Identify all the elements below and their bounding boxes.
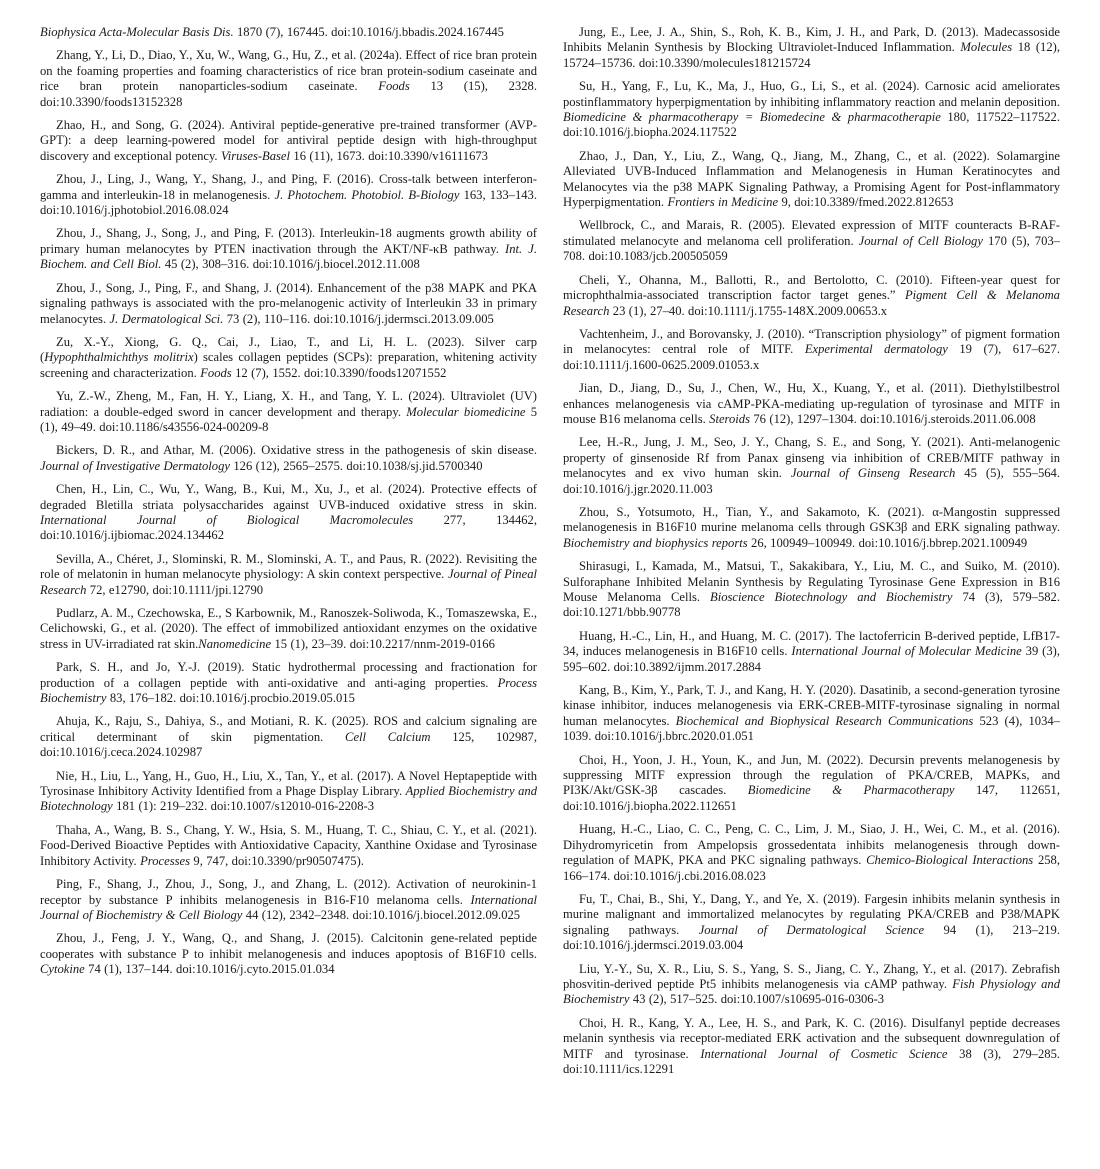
reference-entry — [40, 281, 537, 327]
journal-title: Chemico-Biological Interactions — [866, 853, 1034, 868]
reference-text: Huang, H.-C., Lin, H., and Huang, M. C. (2017). The lactoferricin B-derived peptide, LfB17-34, induces melanogenesis in B16F10 cells. — [563, 628, 1060, 659]
reference-entry — [40, 877, 537, 923]
journal-title: Processes — [140, 853, 190, 868]
reference-text: 73 (2), 110–116. doi:10.1016/j.jdermsci.2013.09.005 — [223, 311, 494, 326]
species-name: Hypophthalmichthys molitrix — [44, 350, 194, 365]
reference-text: 523 (4), 1034–1039. doi:10.1016/j.bbrc.2020.01.051 — [563, 713, 1060, 744]
journal-title: Process Biochemistry — [40, 675, 537, 706]
reference-text: Liu, Y.-Y., Su, X. R., Liu, S. S., Yang, S. S., Jiang, C. Y., Zhang, Y., et al. (2017). Zebrafish phosvitin-derived peptide Pt5 inhibits melanogenesis via cAMP pathway. — [563, 961, 1060, 991]
journal-title: Molecules — [960, 40, 1013, 55]
reference-text: Fu, T., Chai, B., Shi, Y., Dang, Y., and Ye, X. (2019). Fargesin inhibits melanin synthesis in murine malignant and immortalized melanocytes by regulating PKA/CREB and P38/MAPK signaling pathways. — [563, 891, 1060, 937]
reference-entry — [563, 962, 1060, 1008]
reference-entry — [40, 552, 537, 598]
reference-entry — [40, 482, 537, 544]
journal-title: Applied Biochemistry and Biotechnology — [40, 784, 537, 814]
journal-title: J. Dermatological Sci. — [109, 311, 224, 326]
reference-text: 38 (3), 279–285. doi:10.1111/ics.12291 — [563, 1046, 1061, 1076]
reference-entry — [563, 381, 1060, 427]
reference-entry — [40, 25, 537, 40]
journal-title: International Journal of Biological Macromolecules — [40, 512, 414, 527]
reference-text: 83, 176–182. doi:10.1016/j.procbio.2019.05.015 — [106, 691, 355, 706]
journal-title: Biochemical and Biophysical Research Communications — [675, 713, 974, 728]
journal-title: Viruses-Basel — [221, 148, 291, 163]
reference-entry — [563, 559, 1060, 621]
reference-text: Ping, F., Shang, J., Zhou, J., Song, J., and Zhang, L. (2012). Activation of neurokinin-1 receptor by substance P inhibits melanogenesis in B16-F10 melanoma cells. — [40, 877, 537, 907]
journal-title: Biomedicine & pharmacotherapy = Biomedecine & pharmacotherapie — [563, 110, 941, 125]
reference-text: Vachtenheim, J., and Borovansky, J. (2010). “Transcription physiology” of pigment formation in melanocytes: central role of MITF. — [563, 326, 1060, 357]
reference-text: 5 (1), 49–49. doi:10.1186/s43556-024-00209-8 — [40, 404, 537, 434]
reference-text: 44 (12), 2342–2348. doi:10.1016/j.biocel.2012.09.025 — [242, 907, 521, 922]
reference-text: 94 (1), 213–219. doi:10.1016/j.jdermsci.2019.03.004 — [563, 922, 1060, 953]
journal-title: Journal of Investigative Dermatology — [40, 458, 230, 473]
reference-entry — [40, 389, 537, 435]
reference-text: Zu, X.-Y., Xiong, G. Q., Cai, J., Liao, T., and Li, H. L. (2023). Silver carp ( — [40, 334, 537, 365]
reference-text: Chen, H., Lin, C., Wu, Y., Wang, B., Kui, M., Xu, J., et al. (2024). Protective effects of degraded Bletilla striata polysaccharides against UVB-induced oxidative stress in skin. — [40, 482, 537, 512]
journal-title: International Journal of Molecular Medicine — [791, 644, 1022, 659]
journal-title: Molecular biomedicine — [406, 404, 526, 419]
reference-entry — [563, 25, 1060, 71]
journal-title: Biochemistry and biophysics reports — [563, 535, 748, 550]
reference-text: Zhou, S., Yotsumoto, H., Tian, Y., and Sakamoto, K. (2021). α-Mangostin suppressed melanogenesis in B16F10 murine melanoma cells through GSK3β and ERK signaling pathway. — [563, 504, 1060, 535]
reference-text: Su, H., Yang, F., Lu, K., Ma, J., Huo, G., Li, S., et al. (2024). Carnosic acid ameliorates postinflammatory hyperpigmentation by inhibiting inflammatory reaction and melanin deposition. — [563, 79, 1060, 109]
reference-text: 76 (12), 1297–1304. doi:10.1016/j.steroids.2011.06.008 — [749, 411, 1036, 426]
reference-text: 74 (1), 137–144. doi:10.1016/j.cyto.2015.01.034 — [84, 962, 335, 977]
reference-text: Jian, D., Jiang, D., Su, J., Chen, W., Hu, X., Kuang, Y., et al. (2011). Diethylstilbestrol enhances melanogenesis via cAMP-PKA-mediating up-regulation of tyrosinase and MITF in mouse B16 melanoma cells. — [563, 381, 1060, 426]
reference-entry — [40, 172, 537, 218]
reference-text: Zhao, H., and Song, G. (2024). Antiviral peptide-generative pre-trained transformer (AVP-GPT): a deep learning-powered model for antiviral peptide design with high-throughput discovery and exceptional potency. — [40, 118, 537, 163]
reference-entry — [40, 714, 537, 760]
reference-text: 16 (11), 1673. doi:10.3390/v16111673 — [290, 148, 488, 163]
journal-title: International Journal of Cosmetic Science — [700, 1046, 948, 1061]
journal-title: Biomedicine & Pharmacotherapy — [747, 783, 955, 798]
reference-text: Zhang, Y., Li, D., Diao, Y., Xu, W., Wang, G., Hu, Z., et al. (2024a). Effect of rice bran protein on the foaming properties and foaming characteristics of rice bran protein-sodium caseinate and rice bran protein nanoparticles-sodium caseinate. — [40, 48, 537, 94]
reference-entry — [563, 1016, 1060, 1078]
reference-text: 72, e12790, doi:10.1111/jpi.12790 — [86, 582, 264, 597]
reference-text: 147, 112651, doi:10.1016/j.biopha.2022.112651 — [563, 783, 1060, 813]
reference-text: 9, 747, doi:10.3390/pr90507475). — [190, 853, 364, 868]
reference-text: Jung, E., Lee, J. A., Shin, S., Roh, K. B., Kim, J. H., and Park, D. (2013). Madecassoside Inhibits Melanin Synthesis by Blocking Ultraviolet-Induced Inflammation. — [563, 25, 1060, 55]
reference-text: Choi, H. R., Kang, Y. A., Lee, H. S., and Park, K. C. (2016). Disulfanyl peptide decreases melanin synthesis via receptor-mediated ERK activation and the subsequent downregulation of MITF and tyrosinase. — [563, 1015, 1060, 1061]
journal-title: Fish Physiology and Biochemistry — [563, 976, 1060, 1007]
reference-entry — [563, 149, 1060, 211]
reference-text: 23 (1), 27–40. doi:10.1111/j.1755-148X.2009.00653.x — [609, 303, 888, 318]
reference-text: 45 (2), 308–316. doi:10.1016/j.biocel.2012.11.008 — [161, 257, 420, 272]
reference-entry — [40, 226, 537, 272]
journal-title: Bioscience Biotechnology and Biochemistry — [710, 590, 953, 604]
reference-text: 45 (5), 555–564. doi:10.1016/j.jgr.2020.11.003 — [563, 466, 1060, 496]
journal-title: Cytokine — [40, 962, 85, 977]
reference-entry — [563, 218, 1060, 264]
reference-text: 277, 134462, doi:10.1016/j.ijbiomac.2024.134462 — [40, 512, 537, 543]
reference-text: Kang, B., Kim, Y., Park, T. J., and Kang, H. Y. (2020). Dasatinib, a second-generation tyrosine kinase inhibitor, induces melanogenesis via ERK-CREB-MITF-tyrosinase signaling in normal human melanocytes. — [563, 683, 1060, 728]
journal-title: Journal of Pineal Research — [40, 567, 537, 597]
journal-title: Journal of Dermatological Science — [698, 922, 925, 937]
two-column-layout — [40, 25, 1060, 1085]
reference-entry — [563, 435, 1060, 497]
reference-text: 1870 (7), 167445. doi:10.1016/j.bbadis.2024.167445 — [233, 25, 504, 39]
reference-entry — [40, 660, 537, 706]
reference-text: 43 (2), 517–525. doi:10.1007/s10695-016-0306-3 — [629, 992, 885, 1007]
reference-entry — [40, 931, 537, 977]
reference-text: Bickers, D. R., and Athar, M. (2006). Oxidative stress in the pathogenesis of skin disease. — [56, 443, 537, 458]
reference-text: Zhou, J., Ling, J., Wang, Y., Shang, J., and Ping, F. (2016). Cross-talk between interferon-gamma and interleukin-18 in melanogenesis. — [40, 172, 537, 202]
reference-text: Park, S. H., and Jo, Y.-J. (2019). Static hydrothermal processing and fractionation for production of a collagen peptide with anti-oxidative and anti-aging properties. — [40, 660, 537, 690]
journal-title: Steroids — [709, 411, 750, 426]
journal-title: Int. J. Biochem. and Cell Biol. — [40, 241, 538, 272]
journal-title: Foods — [378, 79, 410, 94]
reference-text: Yu, Z.-W., Zheng, M., Fan, H. Y., Liang, X. H., and Tang, Y. L. (2024). Ultraviolet (UV) radiation: a double-edged sword in cancer development and therapy. — [40, 389, 537, 419]
reference-text: ) scales collagen peptides (SCPs): preparation, whitening activity screening and characterization. — [40, 350, 537, 380]
journal-title: Journal of Ginseng Research — [790, 466, 956, 481]
journal-title: International Journal of Biochemistry & Cell Biology — [40, 892, 537, 922]
reference-text: 12 (7), 1552. doi:10.3390/foods12071552 — [231, 365, 447, 380]
journal-title: Frontiers in Medicine — [667, 195, 779, 210]
reference-text: 18 (12), 15724–15736. doi:10.3390/molecules181215724 — [563, 40, 1060, 70]
journal-title: Cell Calcium — [345, 729, 431, 744]
reference-text: Sevilla, A., Chéret, J., Slominski, R. M., Slominski, A. T., and Paus, R. (2022). Revisiting the role of melatonin in human melanocyte physiology: A skin context perspective. — [40, 551, 537, 582]
reference-text: Ahuja, K., Raju, S., Dahiya, S., and Motiani, R. K. (2025). ROS and calcium signaling are critical determinant of skin pigmentation. — [40, 714, 537, 744]
reference-text: Zhou, J., Feng, J. Y., Wang, Q., and Shang, J. (2015). Calcitonin gene-related peptide cooperates with substance P to inhibit melanogenesis and induces apoptosis of B16F10 cells. — [40, 931, 537, 961]
reference-text: Nie, H., Liu, L., Yang, H., Guo, H., Liu, X., Tan, Y., et al. (2017). A Novel Heptapeptide with Tyrosinase Inhibitory Activity Identified from a Phage Display Library. — [40, 768, 537, 799]
reference-text: 126 (12), 2565–2575. doi:10.1038/sj.jid.5700340 — [229, 458, 483, 473]
reference-text: Zhao, J., Dan, Y., Liu, Z., Wang, Q., Jiang, M., Zhang, C., et al. (2022). Solamargine Alleviated UVB-Induced Inflammation and Melanogenesis in Human Keratinocytes and Melanocytes via the p38 MAPK Signaling Pathway, a Promising Agent for Post-inflammatory Hyperpigmentation. — [563, 148, 1060, 210]
reference-entry — [40, 823, 537, 869]
reference-entry — [40, 48, 537, 110]
journal-title: Journal of Cell Biology — [858, 233, 983, 248]
reference-text: Thaha, A., Wang, B. S., Chang, Y. W., Hsia, S. M., Huang, T. C., Shiau, C. Y., et al. (2021). Food-Derived Bioactive Peptides with Antioxidative Capacity, Xanthine Oxidase and Tyrosinase Inhibitory Activity. — [40, 822, 537, 868]
reference-entry — [40, 769, 537, 815]
reference-text: Wellbrock, C., and Marais, R. (2005). Elevated expression of MITF counteracts B-RAF-stimulated melanocyte and melanoma cell proliferation. — [563, 218, 1060, 248]
reference-text: 13 (15), 2328. doi:10.3390/foods13152328 — [40, 79, 537, 109]
reference-text: 74 (3), 579–582. doi:10.1271/bbb.90778 — [563, 590, 1060, 620]
reference-text: 39 (3), 595–602. doi:10.3892/ijmm.2017.2884 — [563, 644, 1060, 674]
journal-title: J. Photochem. Photobiol. B-Biology — [274, 187, 460, 202]
reference-entry — [563, 822, 1060, 884]
reference-text: Cheli, Y., Ohanna, M., Ballotti, R., and Bertolotto, C. (2010). Fifteen-year quest for microphthalmia-associated transcription factor target genes.” — [563, 272, 1060, 303]
journal-title: Nanomedicine — [198, 636, 272, 651]
reference-text: 15 (1), 23–39. doi:10.2217/nnm-2019-0166 — [271, 636, 495, 651]
reference-entry — [563, 683, 1060, 745]
reference-text: 9, doi:10.3389/fmed.2022.812653 — [778, 195, 954, 210]
reference-entry — [40, 443, 537, 474]
reference-text: Zhou, J., Song, J., Ping, F., and Shang, J. (2014). Enhancement of the p38 MAPK and PKA signaling pathways is associated with the pro-melanogenic activity of Interleukin 33 in primary melanocytes. — [40, 280, 537, 326]
reference-text: Zhou, J., Shang, J., Song, J., and Ping, F. (2013). Interleukin-18 augments growth ability of primary human melanocytes by PTEN inactivation through the AKT/NF-κB pathway. — [40, 226, 537, 256]
reference-text: 170 (5), 703–708. doi:10.1083/jcb.200505059 — [563, 233, 1060, 264]
reference-text: 180, 117522–117522. doi:10.1016/j.biopha.2024.117522 — [563, 110, 1060, 140]
reference-text: Shirasugi, I., Kamada, M., Matsui, T., Sakakibara, Y., Liu, M. C., and Suiko, M. (2010). Sulforaphane Inhibited Melanin Synthesis by Regulating Tyrosinase Gene Expression in B16 Mouse Melanoma Cells. — [563, 559, 1060, 604]
reference-text: Lee, H.-R., Jung, J. M., Seo, J. Y., Chang, S. E., and Song, Y. (2021). Anti-melanogenic property of ginsenoside Rf from Panax ginseng via inhibition of CREB/MITF pathway in melanocytes and ex vivo human skin. — [563, 435, 1060, 481]
journal-title: Foods — [200, 365, 232, 380]
reference-entry — [40, 335, 537, 381]
reference-entry — [40, 118, 537, 164]
reference-text: Choi, H., Yoon, J. H., Youn, K., and Jun, M. (2022). Decursin prevents melanogenesis by suppressing MITF expression through the regulation of PKA/CREB, MAPKs, and PI3K/Akt/GSK-3β cascades. — [563, 752, 1060, 798]
reference-text: 181 (1): 219–232. doi:10.1007/s12010-016-2208-3 — [112, 799, 375, 814]
reference-entry — [563, 505, 1060, 551]
reference-text: 26, 100949–100949. doi:10.1016/j.bbrep.2021.100949 — [747, 535, 1028, 550]
references-column-left — [40, 25, 537, 1085]
journal-title: Biophysica Acta-Molecular Basis Dis. — [40, 25, 234, 39]
reference-entry — [563, 753, 1060, 815]
reference-text: 258, 166–174. doi:10.1016/j.cbi.2016.08.023 — [563, 853, 1060, 883]
journal-title: Experimental dermatology — [804, 342, 948, 357]
reference-text: Pudlarz, A. M., Czechowska, E., S Karbownik, M., Ranoszek-Soliwoda, K., Tomaszewska, E., Celichowski, G., et al. (2020). The effect of immobilized antioxidant enzymes on the oxidative stress in UV-irradiated rat skin. — [40, 606, 537, 651]
reference-entry — [40, 606, 537, 652]
reference-entry — [563, 273, 1060, 319]
reference-entry — [563, 892, 1060, 954]
reference-text: 19 (7), 617–627. doi:10.1111/j.1600-0625.2009.01053.x — [563, 342, 1061, 372]
reference-entry — [563, 327, 1060, 373]
references-column-right — [563, 25, 1060, 1085]
journal-title: Pigment Cell & Melanoma Research — [563, 288, 1060, 318]
reference-text: 163, 133–143. doi:10.1016/j.jphotobiol.2016.08.024 — [40, 187, 537, 218]
reference-text: Huang, H.-C., Liao, C. C., Peng, C. C., Lim, J. M., Siao, J. H., Wei, C. M., et al. (2016). Dihydromyricetin from Ampelopsis grossedentata inhibits melanogenesis through down-regulation of MAPK, PKA and PKC signaling pathways. — [563, 822, 1060, 868]
reference-entry — [563, 629, 1060, 675]
reference-text: 125, 102987, doi:10.1016/j.ceca.2024.102987 — [40, 729, 537, 760]
reference-entry — [563, 79, 1060, 141]
